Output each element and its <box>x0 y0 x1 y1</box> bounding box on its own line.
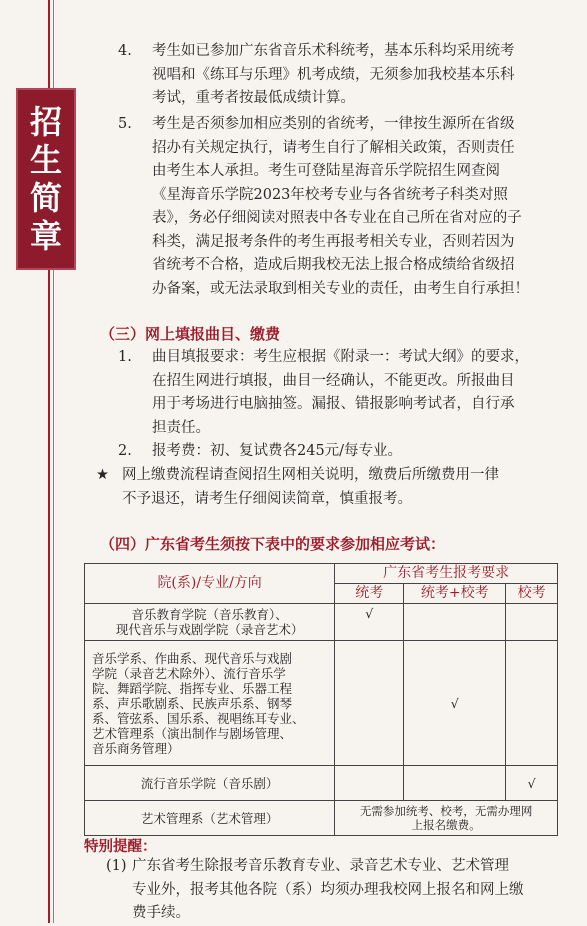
table-cell <box>85 641 335 766</box>
cell-line: 系、管弦系、国乐系、视唱练耳专业、 <box>92 710 305 726</box>
table-cell-merged-note <box>335 801 558 836</box>
table-cell <box>506 604 558 641</box>
sidebar-char: 招 <box>29 103 62 141</box>
check-mark: √ <box>335 604 404 641</box>
sidebar-char: 生 <box>29 141 62 179</box>
column-header: 校考 <box>506 584 558 604</box>
column-header: 院(系)/专业/方向 <box>85 564 335 604</box>
text-line: 表》，务必仔细阅读对照表中各专业在自己所在省对应的子 <box>152 210 522 226</box>
column-header: 统考 <box>335 584 404 604</box>
text-line: 视唱和《练耳与乐理》机考成绩，无须参加我校基本乐科 <box>152 66 515 83</box>
text-line: 用于考场进行电脑抽签。漏报、错报影响考试者，自行承 <box>152 396 515 412</box>
text-line: 担责任。 <box>152 419 210 436</box>
section-heading: （三）网上填报曲目、缴费 <box>100 325 281 343</box>
table-row <box>85 604 558 641</box>
text-line: 省统考不合格，造成后期我校无法上报合格成绩给省级招 <box>152 257 515 273</box>
star-icon: ★ <box>96 467 109 483</box>
cell-line: 艺术管理系（演出制作与剧场管理、 <box>92 725 293 741</box>
table-row <box>85 801 558 836</box>
requirements-table <box>84 563 558 836</box>
cell-line: 现代音乐与戏剧学院（录音艺术） <box>115 622 304 637</box>
item-number: 2. <box>118 443 132 459</box>
text-line: 费手续。 <box>132 905 190 921</box>
text-line: 专业外，报考其他各院（系）均须办理我校网上报名和网上缴 <box>132 881 524 898</box>
table-cell: 流行音乐学院（音乐剧） <box>85 766 335 801</box>
check-mark: √ <box>404 641 506 766</box>
cell-line: 上报名缴费。 <box>411 818 481 832</box>
text-line: 《星海音乐学院2023年校考专业与各省统考子科类对照 <box>152 186 508 203</box>
cell-line: 音乐教育学院（音乐教育）、 <box>131 607 288 622</box>
text-line: 由考生本人承担。考生可登陆星海音乐学院招生网查阅 <box>152 163 500 179</box>
item-number: 5. <box>118 116 132 132</box>
check-mark: √ <box>506 766 558 801</box>
cell-line: 院、舞蹈学院、指挥专业、乐器工程 <box>92 680 293 696</box>
text-line: 科类，满足报考条件的考生再报考相关专业，否则若因为 <box>152 233 515 250</box>
item-number: (1) <box>106 858 127 874</box>
cell-line: 学院（录音艺术除外）、流行音乐学 <box>92 665 286 681</box>
cell-line: 无需参加统考、校考，无需办理网 <box>359 804 533 818</box>
list-item <box>96 464 499 511</box>
table-cell <box>506 641 558 766</box>
text-line: 广东省考生除报考音乐教育专业、录音艺术专业、艺术管理 <box>132 858 509 874</box>
group-header: 广东省考生报考要求 <box>335 564 558 584</box>
table-row <box>85 766 558 801</box>
list-item <box>118 440 402 464</box>
cell-line: 音乐商务管理） <box>92 740 180 756</box>
cell-line: 系、声乐歌剧系、民族声乐系、钢琴 <box>92 695 293 711</box>
list-item <box>118 40 515 111</box>
item-number: 1. <box>118 349 132 365</box>
table-cell <box>335 641 404 766</box>
sidebar-char: 章 <box>29 217 62 255</box>
list-item <box>106 855 524 926</box>
text-line: 考生是否须参加相应类别的省统考，一律按生源所在省级 <box>152 116 515 132</box>
text-line: 办备案，或无法录取到相关专业的责任，由考生自行承担！ <box>152 280 529 297</box>
cell-line: 音乐学系、作曲系、现代音乐与戏剧 <box>92 650 293 666</box>
text-line: 报考费：初、复试费各245元/每专业。 <box>152 443 403 459</box>
text-line: 招办有关规定执行，请考生自行了解相关政策，否则责任 <box>152 139 515 156</box>
list-item <box>118 113 529 301</box>
sidebar-tab-admissions-brochure <box>16 88 76 270</box>
item-number: 4. <box>118 43 132 59</box>
list-item <box>118 346 529 440</box>
table-header-row <box>85 564 558 584</box>
sidebar-char: 简 <box>29 179 62 217</box>
text-line: 在招生网进行填报，曲目一经确认，不能更改。所报曲目 <box>152 372 515 389</box>
notice-heading: 特别提醒： <box>84 838 157 855</box>
table-cell <box>85 604 335 641</box>
table-cell: 艺术管理系（艺术管理） <box>85 801 335 836</box>
text-line: 曲目填报要求：考生应根据《附录一：考试大纲》的要求， <box>152 349 529 365</box>
table-cell <box>404 604 506 641</box>
section-heading: （四）广东省考生须按下表中的要求参加相应考试： <box>100 535 446 553</box>
text-line: 考试，重考者按最低成绩计算。 <box>152 90 355 106</box>
table-cell <box>404 766 506 801</box>
table-cell <box>335 766 404 801</box>
text-line: 考生如已参加广东省音乐术科统考，基本乐科均采用统考 <box>152 43 515 59</box>
text-line: 网上缴费流程请查阅招生网相关说明，缴费后所缴费用一律 <box>122 467 499 483</box>
text-line: 不予退还，请考生仔细阅读简章，慎重报考。 <box>122 490 412 507</box>
table-row <box>85 641 558 766</box>
column-header: 统考+校考 <box>404 584 506 604</box>
